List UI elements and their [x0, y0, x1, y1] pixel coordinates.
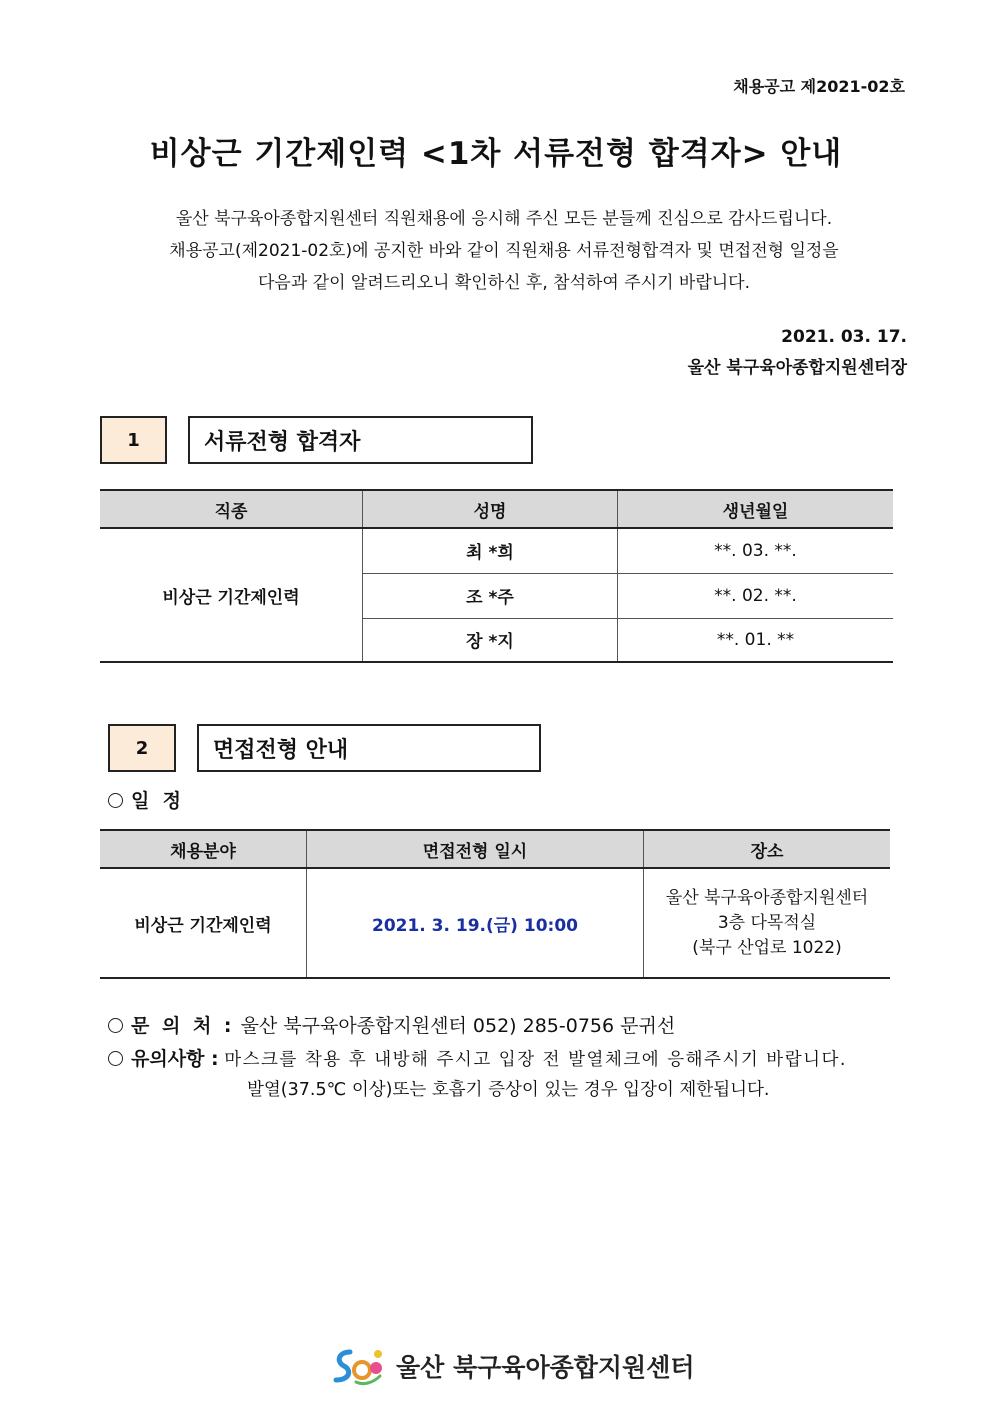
section-2-title: 면접전형 안내 — [197, 724, 541, 772]
datetime-cell: 2021. 3. 19.(금) 10:00 — [307, 868, 644, 978]
center-logo-icon — [330, 1346, 388, 1386]
contact-label: 문 의 처 : — [131, 1015, 235, 1037]
name-cell: 최 *희 — [363, 528, 618, 573]
table-header-row — [100, 490, 893, 528]
birth-cell: **. 01. ** — [618, 618, 894, 662]
col-header-birth: 생년월일 — [618, 490, 894, 528]
intro-line-2: 채용공고(제2021-02호)에 공지한 바와 같이 직원채용 서류전형합격자 및 면접전형 일정을 — [169, 241, 839, 261]
place-line-1: 울산 북구육아종합지원센터 — [665, 887, 869, 908]
name-cell: 장 *지 — [363, 618, 618, 662]
section-1-number: 1 — [100, 416, 167, 464]
table-row — [100, 528, 893, 573]
section-1-title: 서류전형 합격자 — [188, 416, 533, 464]
caution-line — [108, 1044, 847, 1071]
section-2-number: 2 — [108, 724, 176, 772]
birth-cell: **. 03. **. — [618, 528, 894, 573]
contact-text: 울산 북구육아종합지원센터 052) 285-0756 문귀선 — [240, 1015, 676, 1037]
table-row — [100, 868, 890, 978]
schedule-label: 일 정 — [131, 790, 181, 812]
issuer: 울산 북구육아종합지원센터장 — [687, 358, 907, 378]
signature — [688, 322, 907, 384]
job-cell: 비상근 기간제인력 — [100, 528, 363, 662]
field-cell: 비상근 기간제인력 — [100, 868, 307, 978]
schedule-heading — [108, 786, 181, 813]
col-header-name: 성명 — [363, 490, 618, 528]
interview-table — [100, 829, 890, 979]
caution-text-2: 발열(37.5℃ 이상)또는 호흡기 증상이 있는 경우 입장이 제한됩니다. — [247, 1080, 770, 1100]
intro-text — [0, 203, 992, 299]
page-title: 비상근 기간제인력 <1차 서류전형 합격자> 안내 — [149, 136, 843, 172]
issue-date: 2021. 03. 17. — [781, 327, 907, 347]
intro-line-1: 울산 북구육아종합지원센터 직원채용에 응시해 주신 모든 분들께 진심으로 감사드립니다. — [175, 209, 833, 229]
footer-logo-text: 울산 북구육아종합지원센터 — [396, 1353, 695, 1382]
contact-line — [108, 1011, 675, 1038]
place-line-3: (북구 산업로 1022) — [692, 937, 842, 958]
table-header-row — [100, 830, 890, 868]
intro-line-3: 다음과 같이 알려드리오니 확인하신 후, 참석하여 주시기 바랍니다. — [257, 273, 751, 293]
col-header-job: 직종 — [100, 490, 363, 528]
circle-bullet-icon — [108, 1018, 123, 1033]
notice-number: 채용공고 제2021-02호 — [733, 77, 905, 96]
birth-cell: **. 02. **. — [618, 573, 894, 618]
name-cell: 조 *주 — [363, 573, 618, 618]
place-line-2: 3층 다목적실 — [717, 912, 817, 933]
footer-logo — [330, 1346, 695, 1386]
pass-table — [100, 489, 893, 663]
circle-bullet-icon — [108, 793, 123, 808]
circle-bullet-icon — [108, 1051, 123, 1066]
place-cell — [644, 868, 891, 978]
col-header-place: 장소 — [644, 830, 891, 868]
col-header-datetime: 면접전형 일시 — [307, 830, 644, 868]
caution-text-1: 마스크를 착용 후 내방해 주시고 입장 전 발열체크에 응해주시기 바랍니다. — [224, 1050, 847, 1070]
caution-label: 유의사항 : — [131, 1048, 219, 1070]
col-header-field: 채용분야 — [100, 830, 307, 868]
